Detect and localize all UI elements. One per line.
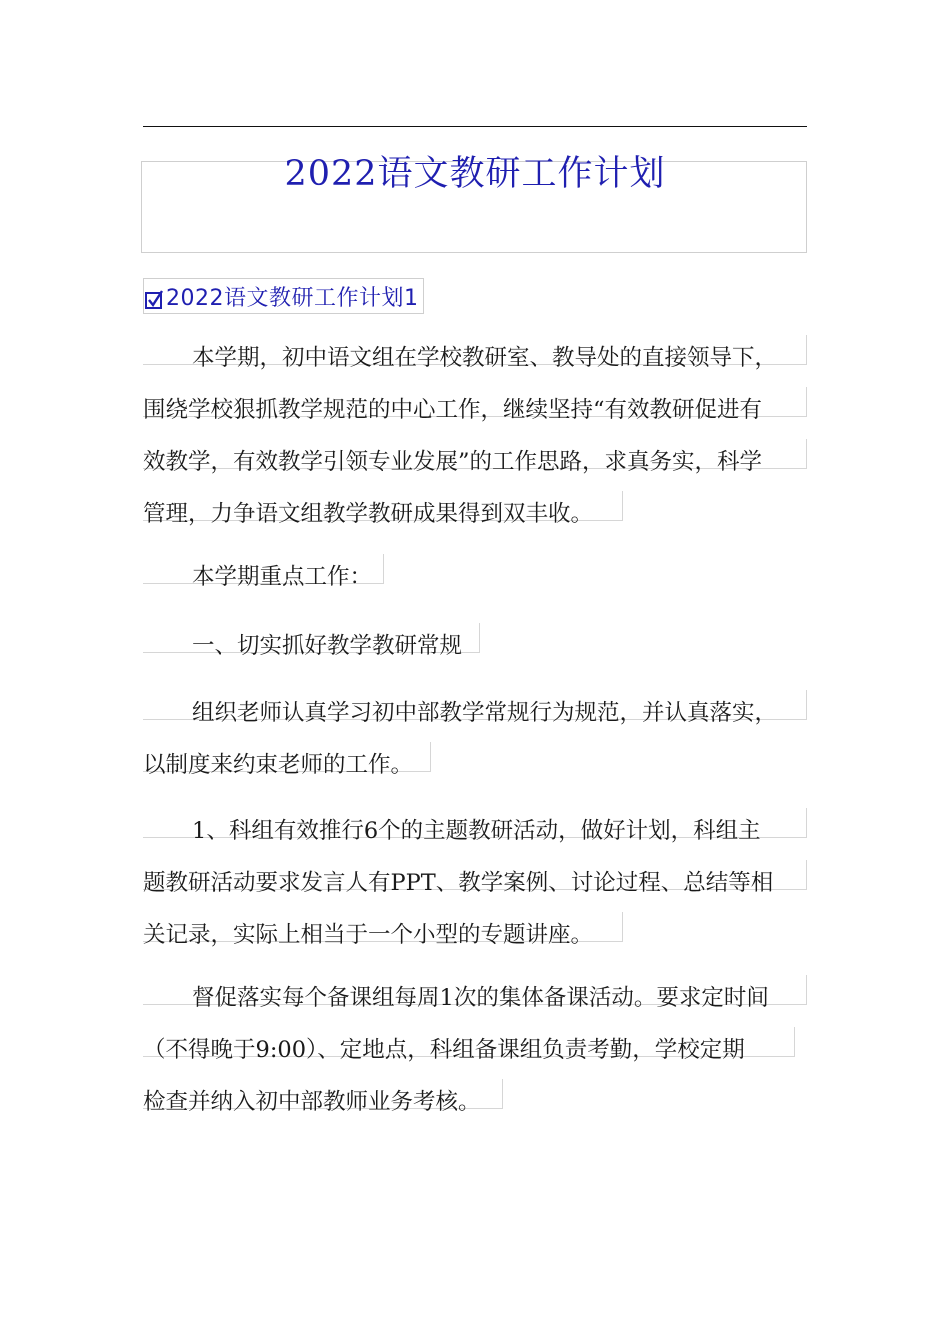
paragraph-line: 本学期，初中语文组在学校教研室、教导处的直接领导下， bbox=[143, 333, 777, 385]
paragraph-line: 关记录，实际上相当于一个小型的专题讲座。 bbox=[143, 910, 773, 962]
paragraph-line: 以制度来约束老师的工作。 bbox=[143, 740, 777, 792]
paragraph-intro bbox=[143, 333, 777, 541]
paragraph-line: （不得晚于9:00）、定地点，科组备课组负责考勤，学校定期 bbox=[143, 1025, 769, 1077]
paragraph-line: 督促落实每个备课组每周1次的集体备课活动。要求定时间 bbox=[143, 973, 769, 1025]
paragraph-key-work-heading bbox=[143, 552, 372, 604]
paragraph-theme-activities bbox=[143, 806, 773, 962]
paragraph-line: 本学期重点工作： bbox=[143, 552, 372, 604]
paragraph-subheading-1 bbox=[143, 621, 462, 673]
paragraph-line: 检查并纳入初中部教师业务考核。 bbox=[143, 1077, 769, 1129]
paragraph-line: 管理，力争语文组教学教研成果得到双丰收。 bbox=[143, 489, 777, 541]
paragraph-line: 1、科组有效推行6个的主题教研活动，做好计划，科组主 bbox=[143, 806, 773, 858]
header-rule bbox=[143, 126, 807, 127]
paragraph-lesson-prep bbox=[143, 973, 769, 1129]
section-heading-text: 2022语文教研工作计划1 bbox=[166, 285, 419, 311]
section-heading bbox=[143, 278, 424, 314]
checkbox-checked-icon bbox=[145, 290, 164, 309]
paragraph-line: 一、切实抓好教学教研常规 bbox=[143, 621, 462, 673]
paragraph-line: 组织老师认真学习初中部教学常规行为规范，并认真落实， bbox=[143, 688, 777, 740]
document-title: 2022语文教研工作计划 bbox=[284, 154, 666, 194]
paragraph-line: 围绕学校狠抓教学规范的中心工作，继续坚持“有效教研促进有 bbox=[143, 385, 777, 437]
paragraph-norms bbox=[143, 688, 777, 792]
paragraph-line: 题教研活动要求发言人有PPT、教学案例、讨论过程、总结等相 bbox=[143, 858, 773, 910]
paragraph-line: 效教学，有效教学引领专业发展”的工作思路，求真务实，科学 bbox=[143, 437, 777, 489]
